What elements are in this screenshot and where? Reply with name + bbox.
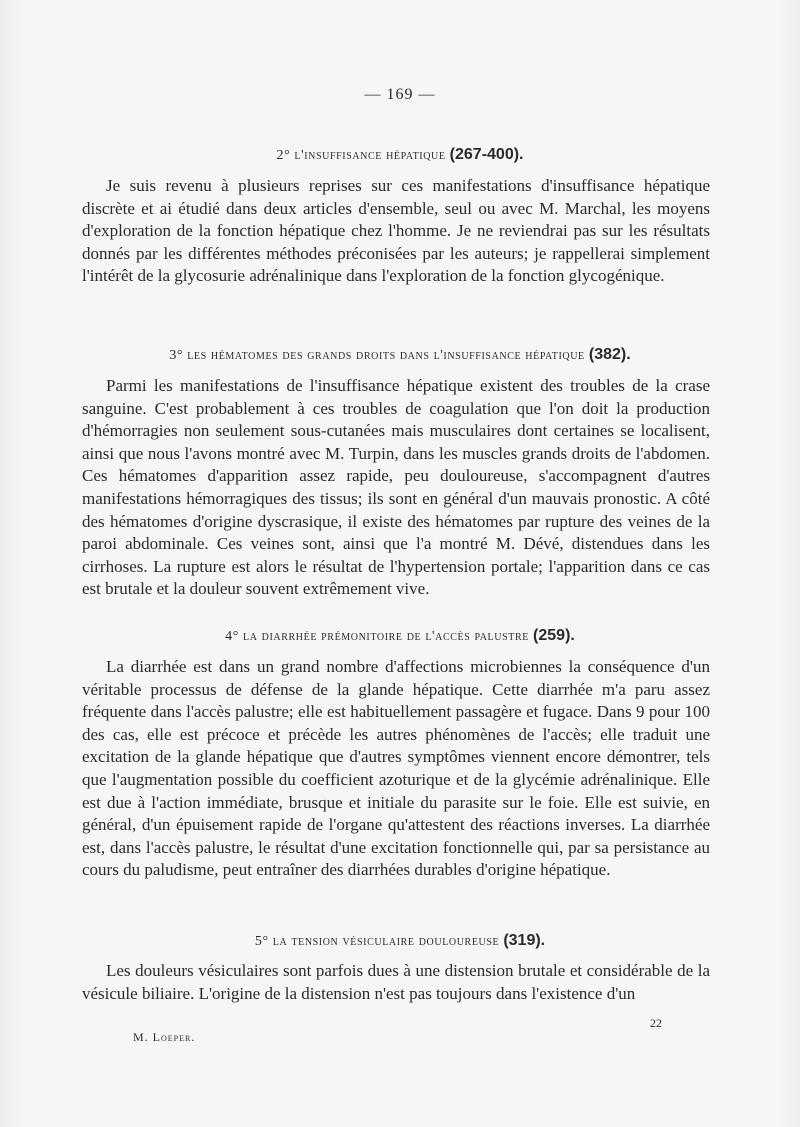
footer-author: M. Loeper. [133,1030,196,1044]
heading-title: 2° l'insuffisance hépatique [276,148,446,163]
heading-reference: (259). [533,627,575,644]
page-number: — 169 — [364,86,436,103]
heading-title: 5° la tension vésiculaire douloureuse [254,934,500,949]
heading-title: 3° les hématomes des grands droits dans l'insuffisance hépatique [169,348,585,363]
section-paragraph-2: Je suis revenu à plusieurs reprises sur ces manifestations d'insuffisance hépatique discrète et ai étudié dans deux articles d'ensemble, seul ou avec M. Marchal, les moyens d'exploration de la fonction hépatique chez l'homme. Je ne reviendrai pas sur les résultats donnés par les différentes méthodes préconisées par les auteurs; je rappellerai simplement l'intérêt de la glycosurie adrénalinique dans l'exploration de la fonction glycogénique. [82,176,710,286]
heading-reference: (319). [503,932,546,949]
section-heading-3 [0,346,800,364]
section-paragraph-3: Parmi les manifestations de l'insuffisance hépatique existent des troubles de la crase sanguine. C'est probablement à ces troubles de coagulation que l'on doit la production d'hémorragies non seulement sous-cutanées mais musculaires dont certaines se localisent, ainsi que nous l'avons montré avec M. Turpin, dans les muscles grands droits de l'abdomen. Ces hématomes d'apparition assez rapide, peu douloureuse, s'accompagnent d'autres manifestations hémorragiques des tissus; ils sont en général d'un mauvais pronostic. A côté des hématomes d'origine dyscrasique, il existe des hématomes par rupture des veines de la paroi abdominale. Ces veines sont, ainsi que l'a montré M. Dévé, distendues dans les cirrhoses. La rupture est alors le résultat de l'hypertension portale; l'apparition dans ce cas est brutale et la douleur souvent extrêmement vive. [82,376,710,599]
signature-mark: 22 [650,1016,662,1030]
section-paragraph-5: Les douleurs vésiculaires sont parfois dues à une distension brutale et considérable de la vésicule biliaire. L'origine de la distension n'est pas toujours dans l'existence d'un [82,961,710,1003]
heading-reference: (382). [588,346,631,363]
section-paragraph-4: La diarrhée est dans un grand nombre d'affections microbiennes la conséquence d'un véritable processus de défense de la glande hépatique. Cette diarrhée m'a paru assez fréquente dans l'accès palustre; elle est habituellement passagère et fugace. Dans 9 pour 100 des cas, elle est précoce et précède les autres phénomènes de l'accès; elle traduit une excitation de la glande hépatique que d'autres symptômes viennent encore démontrer, tels que l'augmentation possible du coefficient azoturique et de la glycémie adrénalinique. Elle est due à l'action immédiate, brusque et initiale du parasite sur le foie. Elle est suivie, en général, d'un épuisement rapide de l'organe qu'attestent des réactions inverses. La diarrhée est, dans l'accès palustre, le résultat d'une excitation fonctionnelle qui, par sa persistance au cours du paludisme, peut entraîner des diarrhées durables d'origine hépatique. [82,657,710,880]
heading-reference: (267-400). [449,146,524,163]
heading-title: 4° la diarrhée prémonitoire de l'accès palustre [225,629,529,644]
section-heading-5 [0,932,800,950]
section-heading-4 [0,627,800,645]
section-heading-2 [0,146,800,164]
